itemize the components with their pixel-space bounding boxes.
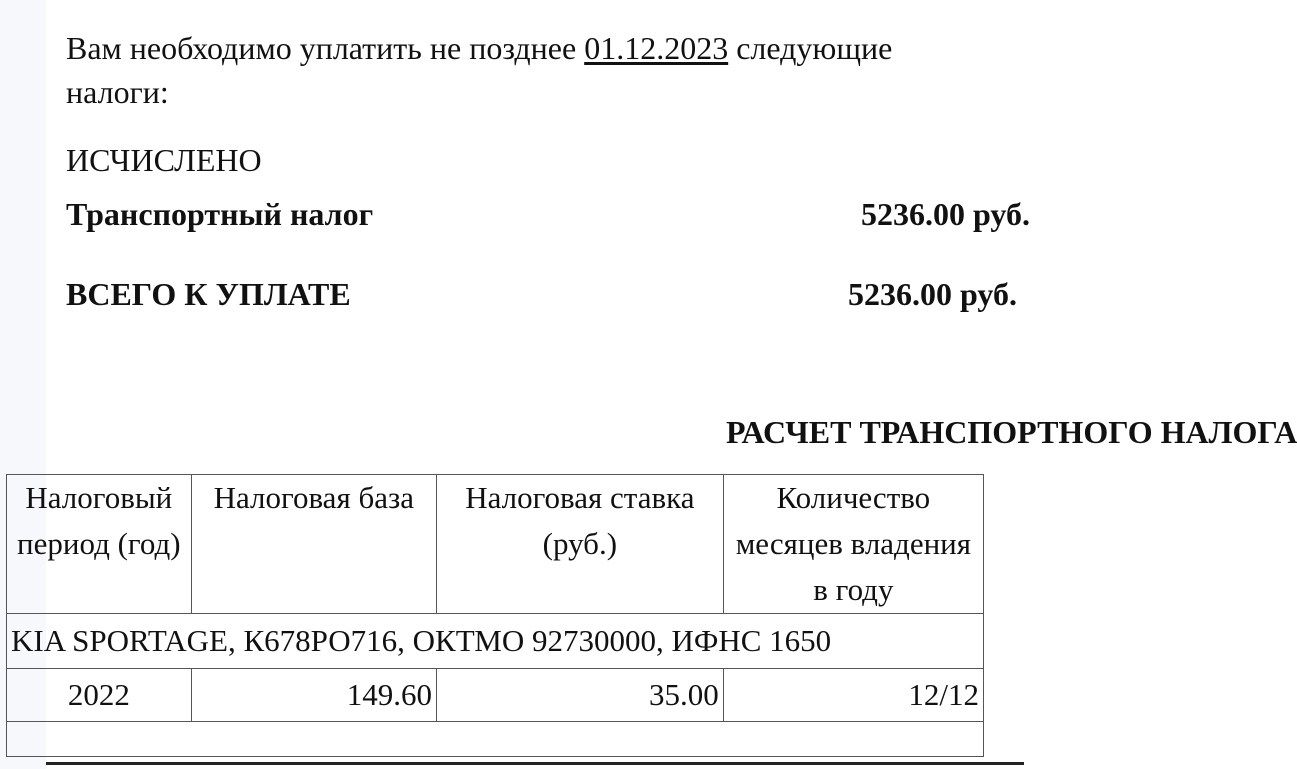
payment-instruction-line-1: [66, 26, 1166, 70]
table-spacer-row: [7, 722, 984, 757]
due-date: 01.12.2023: [584, 30, 729, 66]
vehicle-description: KIA SPORTAGE, К678РО716, ОКТМО 92730000, ИФНС 1650: [7, 614, 984, 669]
payment-instruction: [66, 26, 1166, 114]
cell-base: 149.60: [191, 669, 436, 722]
header-tax-rate: Налоговая ставка (руб.): [437, 475, 724, 614]
vehicle-row: [7, 614, 984, 669]
cell-months: 12/12: [723, 669, 983, 722]
payment-prefix: Вам необходимо уплатить не позднее: [66, 30, 585, 66]
payment-suffix: следующие: [728, 30, 893, 66]
cell-rate: 35.00: [437, 669, 724, 722]
tax-calculation-table: [6, 474, 984, 757]
header-tax-base: Налоговая база: [191, 475, 436, 614]
header-tax-period: Налоговый период (год): [7, 475, 192, 614]
table-row: [7, 669, 984, 722]
cell-period: 2022: [7, 669, 192, 722]
header-months-owned: Количество месяцев владения в году: [723, 475, 983, 614]
transport-tax-label: Транспортный налог: [66, 196, 374, 232]
total-due-label: ВСЕГО К УПЛАТЕ: [66, 276, 351, 312]
payment-instruction-line-2: налоги:: [66, 74, 169, 110]
total-due-row: [66, 276, 1166, 320]
bottom-divider: [46, 762, 1024, 765]
table-header-row: [7, 475, 984, 614]
calculation-heading: РАСЧЕТ ТРАНСПОРТНОГО НАЛОГА: [726, 414, 1297, 450]
table-spacer-cell: [7, 722, 984, 757]
transport-tax-amount: 5236.00 руб.: [861, 196, 1030, 232]
computed-label: ИСЧИСЛЕНО: [66, 142, 262, 178]
total-due-amount: 5236.00 руб.: [848, 276, 1017, 312]
tax-notice-document: [11, 0, 1297, 769]
transport-tax-row: [66, 196, 1166, 240]
